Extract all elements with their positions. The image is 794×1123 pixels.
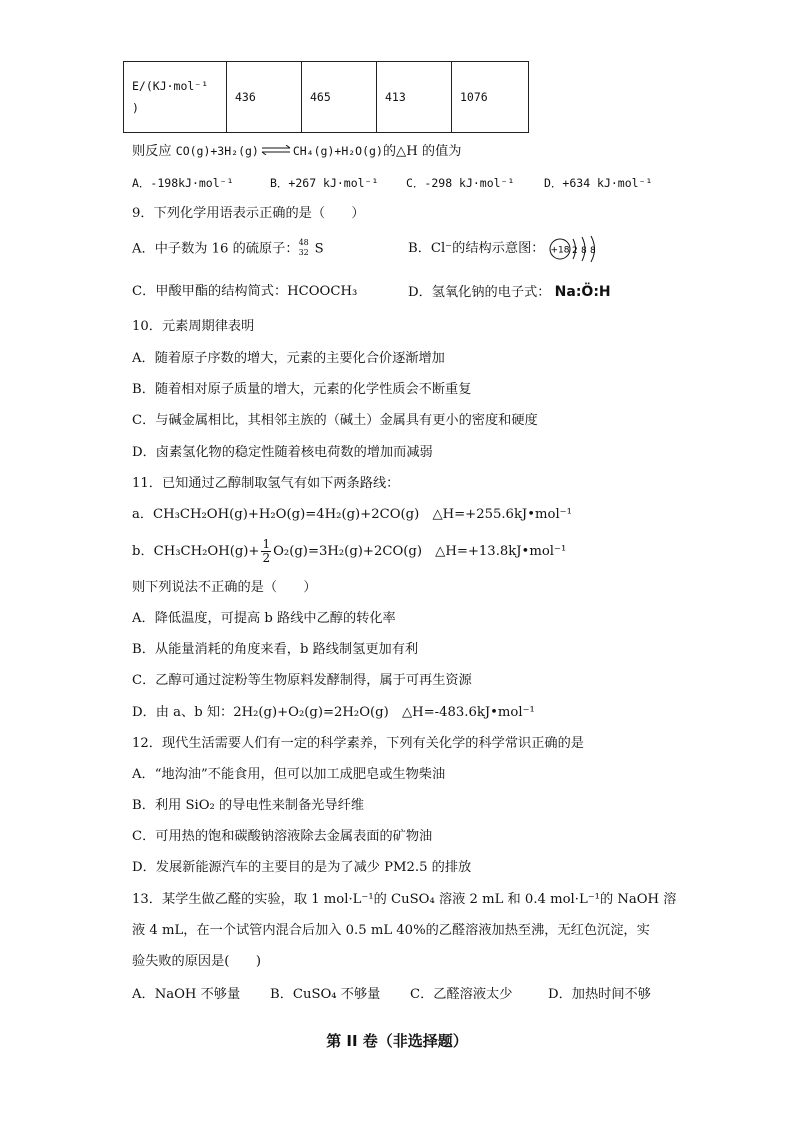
shell-electrons-1: 2 bbox=[572, 246, 578, 256]
row-header-line-2: ) bbox=[132, 101, 139, 115]
atomic-number: 32 bbox=[298, 248, 309, 257]
fraction-denominator: 2 bbox=[262, 551, 271, 565]
q12-option-b: B．利用 SiO₂ 的导电性来制备光导纤维 bbox=[132, 798, 365, 813]
q8-option-a: A．-198kJ·mol⁻¹ bbox=[132, 176, 234, 190]
shell-electrons-3: 8 bbox=[590, 246, 596, 256]
nucleus-charge: +18 bbox=[550, 245, 570, 256]
table-cell: 465 bbox=[302, 62, 377, 133]
row-header-line-1: E/(KJ·mol⁻¹ bbox=[132, 79, 209, 93]
table-row bbox=[124, 62, 529, 133]
q13-option-a: A．NaOH 不够量 bbox=[132, 987, 241, 1002]
q13-option-b: B．CuSO₄ 不够量 bbox=[270, 987, 381, 1002]
equilibrium-arrow-icon bbox=[261, 143, 291, 161]
chloride-ion-structure-icon bbox=[548, 234, 608, 264]
q9-stem: 9．下列化学用语表示正确的是（ ） bbox=[132, 206, 365, 221]
q8-option-c: C．-298 kJ·mol⁻¹ bbox=[406, 176, 515, 190]
table-row-header bbox=[124, 62, 227, 133]
q8-stem-post: 的△H 的值为 bbox=[382, 144, 462, 159]
q11-question: 则下列说法不正确的是（ ） bbox=[132, 580, 317, 595]
table-cell: 1076 bbox=[452, 62, 529, 133]
q11-option-b: B．从能量消耗的角度来看，b 路线制氢更加有利 bbox=[132, 642, 419, 657]
q13-line-2: 液 4 mL，在一个试管内混合后加入 0.5 mL 40%的乙醛溶液加热至沸，无红色沉淀，实 bbox=[132, 923, 650, 938]
q10-option-b: B．随着相对原子质量的增大，元素的化学性质会不断重复 bbox=[132, 382, 472, 397]
fraction-numerator: 1 bbox=[262, 537, 271, 551]
fraction bbox=[261, 538, 271, 565]
q10-stem: 10．元素周期律表明 bbox=[132, 319, 255, 334]
q11-option-c: C．乙醇可通过淀粉等生物原料发酵制得，属于可再生资源 bbox=[132, 673, 472, 688]
q10-option-c: C．与碱金属相比，其相邻主族的（碱土）金属具有更小的密度和硬度 bbox=[132, 413, 538, 428]
electron-formula: Na:Ö:H bbox=[554, 284, 611, 300]
q10-option-a: A．随着原子序数的增大，元素的主要化合价逐渐增加 bbox=[132, 351, 445, 366]
q8-option-b: B．+267 kJ·mol⁻¹ bbox=[270, 176, 379, 190]
route-b-post: O₂(g)=3H₂(g)+2CO(g) △H=+13.8kJ•mol⁻¹ bbox=[273, 544, 567, 559]
q9-option-a-text: A．中子数为 16 的硫原子： bbox=[132, 241, 299, 257]
q11-option-a: A．降低温度，可提高 b 路线中乙醇的转化率 bbox=[132, 611, 396, 626]
q9-option-c: C．甲酸甲酯的结构简式：HCOOCH₃ bbox=[132, 284, 358, 299]
q13-option-d: D．加热时间不够 bbox=[548, 987, 651, 1002]
q10-option-d: D．卤素氢化物的稳定性随着核电荷数的增加而减弱 bbox=[132, 445, 433, 460]
q9-option-d bbox=[408, 283, 611, 302]
section-title: 第 II 卷（非选择题） bbox=[326, 1032, 468, 1050]
q12-stem: 12．现代生活需要人们有一定的科学素养，下列有关化学的科学常识正确的是 bbox=[132, 736, 584, 751]
q13-line-3: 验失败的原因是( ) bbox=[132, 954, 261, 969]
table-cell: 413 bbox=[377, 62, 452, 133]
q9-option-d-text: D．氢氧化钠的电子式： bbox=[408, 285, 551, 300]
q11-route-a: a．CH₃CH₂OH(g)+H₂O(g)=4H₂(g)+2CO(g) △H=+255.6kJ•mol⁻¹ bbox=[132, 507, 572, 522]
q11-stem: 11．已知通过乙醇制取氢气有如下两条路线： bbox=[132, 476, 400, 491]
q9-option-a bbox=[132, 240, 324, 259]
nuclide-symbol bbox=[299, 240, 313, 258]
q12-option-c: C．可用热的饱和碳酸钠溶液除去金属表面的矿物油 bbox=[132, 829, 433, 844]
mass-number: 48 bbox=[298, 238, 309, 247]
q12-option-d: D．发展新能源汽车的主要目的是为了减少 PM2.5 的排放 bbox=[132, 860, 472, 875]
shell-electrons-2: 8 bbox=[581, 246, 587, 256]
q8-reaction-right: CH₄(g)+H₂O(g) bbox=[292, 144, 383, 158]
q13-option-c: C．乙醛溶液太少 bbox=[410, 987, 513, 1002]
q12-option-a: A．“地沟油”不能食用，但可以加工成肥皂或生物柴油 bbox=[132, 767, 446, 782]
q8-reaction-left: CO(g)+3H₂(g) bbox=[175, 144, 259, 158]
q13-line-1: 13．某学生做乙醛的实验，取 1 mol·L⁻¹的 CuSO₄ 溶液 2 mL 和 0.4 mol·L⁻¹的 NaOH 溶 bbox=[132, 892, 677, 907]
route-b-pre: b．CH₃CH₂OH(g)+ bbox=[132, 544, 260, 559]
q9-option-b bbox=[408, 240, 544, 258]
q11-route-b bbox=[132, 538, 566, 565]
q11-option-d: D．由 a、b 知：2H₂(g)+O₂(g)=2H₂O(g) △H=-483.6kJ•mol⁻¹ bbox=[132, 705, 535, 720]
q8-stem bbox=[132, 142, 461, 161]
table-cell: 436 bbox=[227, 62, 302, 133]
q9-option-b-text: B．Cl⁻的结构示意图： bbox=[408, 241, 545, 256]
q8-stem-pre: 则反应 bbox=[132, 144, 176, 159]
bond-energy-table bbox=[123, 61, 529, 133]
element-symbol: S bbox=[314, 241, 324, 257]
q8-option-d: D．+634 kJ·mol⁻¹ bbox=[544, 176, 653, 190]
